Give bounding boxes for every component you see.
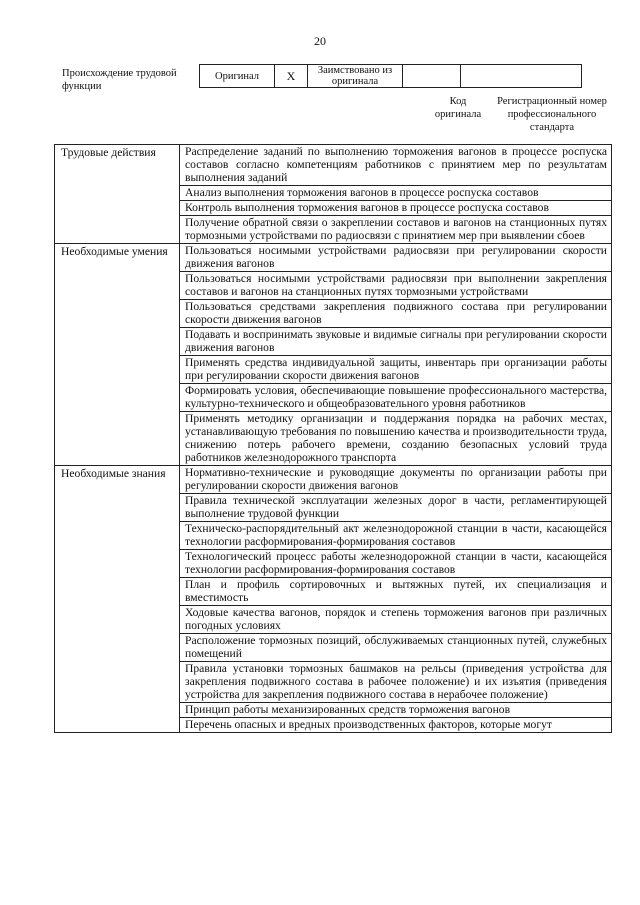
table-row bbox=[55, 145, 612, 186]
original-cell: Оригинал bbox=[200, 65, 275, 88]
section-item: Перечень опасных и вредных производственных факторов, которые могут bbox=[180, 718, 612, 733]
table-row bbox=[55, 466, 612, 494]
section-item: Нормативно-технические и руководящие документы по организации работы при регулировании скорости движения вагонов bbox=[180, 466, 612, 494]
section-item: Формировать условия, обеспечивающие повышение профессионального мастерства, культурно-технического и общеобразовательного уровня работников bbox=[180, 384, 612, 412]
section-item: Ходовые качества вагонов, порядок и степень торможения вагонов при различных погодных условиях bbox=[180, 606, 612, 634]
section-item: Расположение тормозных позиций, обслуживаемых станционных путей, служебных помещений bbox=[180, 634, 612, 662]
section-item: Пользоваться носимыми устройствами радиосвязи при выполнении закрепления составов и вагонов на станционных путях тормозными устройствами bbox=[180, 272, 612, 300]
section-item: План и профиль сортировочных и вытяжных путей, их специализация и вместимость bbox=[180, 578, 612, 606]
table-row bbox=[55, 244, 612, 272]
reg-number-cell bbox=[461, 65, 582, 88]
section-item: Пользоваться средствами закрепления подвижного состава при регулировании скорости движения вагонов bbox=[180, 300, 612, 328]
section-item: Техническо-распорядительный акт железнодорожной станции в части, касающейся технологии расформирования-формирования составов bbox=[180, 522, 612, 550]
function-table-body bbox=[55, 145, 612, 733]
section-item: Технологический процесс работы железнодорожной станции в части, касающейся технологии расформирования-формирования составов bbox=[180, 550, 612, 578]
section-title: Необходимые умения bbox=[55, 244, 180, 466]
section-item: Подавать и воспринимать звуковые и видимые сигналы при регулировании скорости движения вагонов bbox=[180, 328, 612, 356]
borrowed-cell: Заимствовано из оригинала bbox=[308, 65, 403, 88]
section-item: Получение обратной связи о закреплении составов и вагонов на станционных путях тормозными устройствами по радиосвязи с принятием мер при выявлении сбоев bbox=[180, 216, 612, 244]
section-item: Применять средства индивидуальной защиты, инвентарь при организации работы при регулировании скорости движения вагонов bbox=[180, 356, 612, 384]
page-number: 20 bbox=[314, 34, 326, 48]
section-item: Правила технической эксплуатации железных дорог в части, регламентирующей выполнение трудовой функции bbox=[180, 494, 612, 522]
origin-table bbox=[199, 64, 582, 88]
section-title: Необходимые знания bbox=[55, 466, 180, 733]
code-label: Код оригинала bbox=[434, 96, 482, 120]
origin-block bbox=[62, 64, 640, 134]
reg-number-label: Регистрационный номер профессионального стандарта bbox=[497, 96, 607, 133]
section-item: Распределение заданий по выполнению торможения вагонов в процессе роспуска составов согласно компетенциям работников с принятием мер по результатам выполнения заданий bbox=[180, 145, 612, 186]
section-item: Контроль выполнения торможения вагонов в процессе роспуска составов bbox=[180, 201, 612, 216]
section-item: Пользоваться носимыми устройствами радиосвязи при регулировании скорости движения вагонов bbox=[180, 244, 612, 272]
origin-label: Происхождение трудовой функции bbox=[62, 68, 177, 92]
section-title: Трудовые действия bbox=[55, 145, 180, 244]
section-item: Правила установки тормозных башмаков на рельсы (приведения устройства для закрепления подвижного состава в рабочее положение) и их изъятия (приведения устройства для закрепления подвижного состава в нерабочее положение) bbox=[180, 662, 612, 703]
original-mark: X bbox=[275, 65, 308, 88]
section-item: Применять методику организации и поддержания порядка на рабочих местах, устанавливающую требования по повышению качества и производительности труда, снижению потерь рабочего времени, созданию безопасных условий труда работников железнодорожного транспорта bbox=[180, 412, 612, 466]
code-cell bbox=[403, 65, 461, 88]
function-table bbox=[54, 144, 612, 733]
section-item: Принцип работы механизированных средств торможения вагонов bbox=[180, 703, 612, 718]
section-item: Анализ выполнения торможения вагонов в процессе роспуска составов bbox=[180, 186, 612, 201]
